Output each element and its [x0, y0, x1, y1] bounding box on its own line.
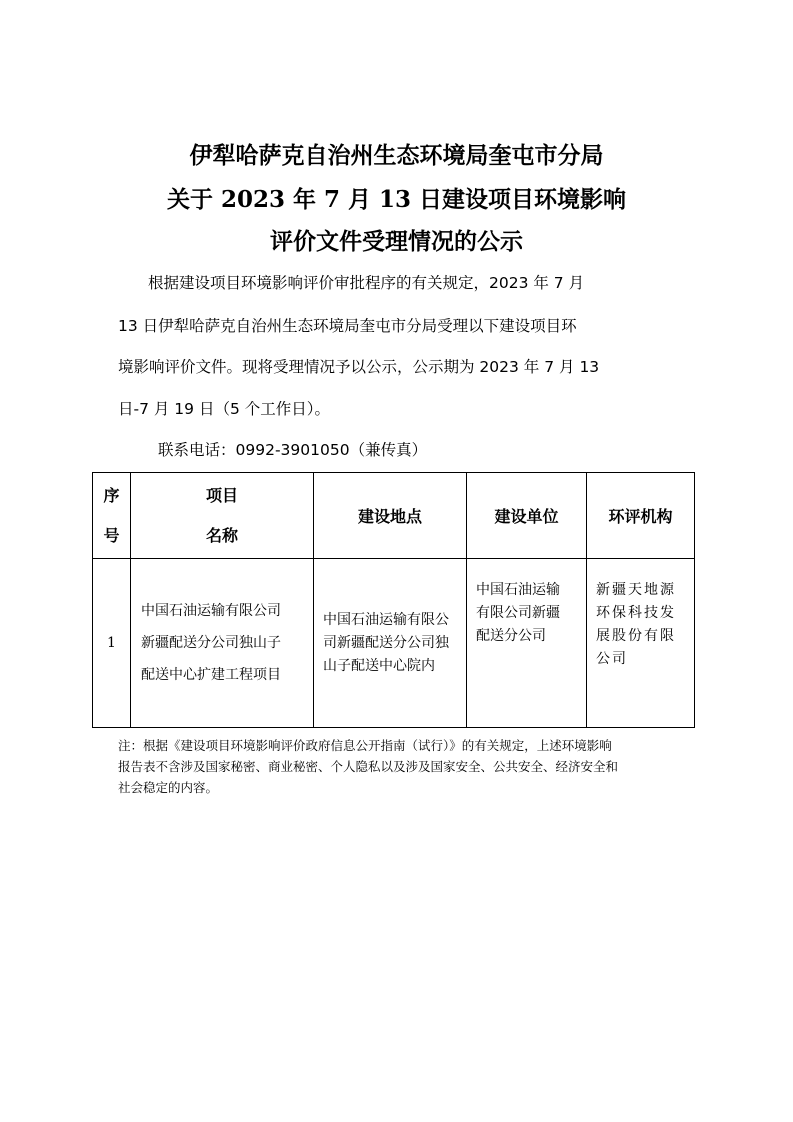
row-eia-agency: 新疆天地源 环保科技发 展股份有限 公司 [587, 559, 695, 728]
contact-phone: 联系电话：0992-3901050（兼传真） [158, 441, 428, 459]
row-construction-unit: 中国石油运输 有限公司新疆 配送分公司 [467, 559, 587, 728]
body-paragraph-line-4: 日-7 月 19 日（5 个工作日）。 [118, 400, 330, 418]
body-paragraph-line-2: 13 日伊犁哈萨克自治州生态环境局奎屯市分局受理以下建设项目环 [118, 317, 577, 335]
header-serial-line-1: 序 [103, 485, 120, 505]
notice-title-line-3: 评价文件受理情况的公示 [270, 228, 523, 255]
row-serial-number: 1 [93, 559, 131, 728]
row-location: 中国石油运输有限公 司新疆配送分公司独 山子配送中心院内 [314, 559, 467, 728]
notice-title-line-1: 伊犁哈萨克自治州生态环境局奎屯市分局 [189, 142, 604, 169]
header-name-line-2: 名称 [205, 525, 238, 545]
header-serial-number [93, 473, 131, 559]
header-name-line-1: 项目 [205, 485, 238, 505]
table-row [93, 559, 695, 728]
header-construction-unit: 建设单位 [467, 473, 587, 559]
header-project-name [131, 473, 314, 559]
row-project-name: 中国石油运输有限公司 新疆配送分公司独山子 配送中心扩建工程项目 [131, 559, 314, 728]
body-paragraph-line-3: 境影响评价文件。现将受理情况予以公示，公示期为 2023 年 7 月 13 [118, 358, 600, 376]
footnote-line-2: 报告表不含涉及国家秘密、商业秘密、个人隐私以及涉及国家安全、公共安全、经济安全和 [118, 759, 619, 774]
table-header-row [93, 473, 695, 559]
header-eia-agency: 环评机构 [587, 473, 695, 559]
project-table [92, 472, 695, 728]
notice-title-line-2: 关于 2023 年 7 月 13 日建设项目环境影响 [166, 186, 627, 213]
header-location: 建设地点 [314, 473, 467, 559]
footnote-line-3: 社会稳定的内容。 [118, 780, 219, 795]
footnote-line-1: 注：根据《建设项目环境影响评价政府信息公开指南（试行）》的有关规定，上述环境影响 [118, 738, 612, 753]
body-paragraph-line-1: 根据建设项目环境影响评价审批程序的有关规定，2023 年 7 月 [148, 274, 585, 292]
header-serial-line-2: 号 [103, 525, 120, 545]
